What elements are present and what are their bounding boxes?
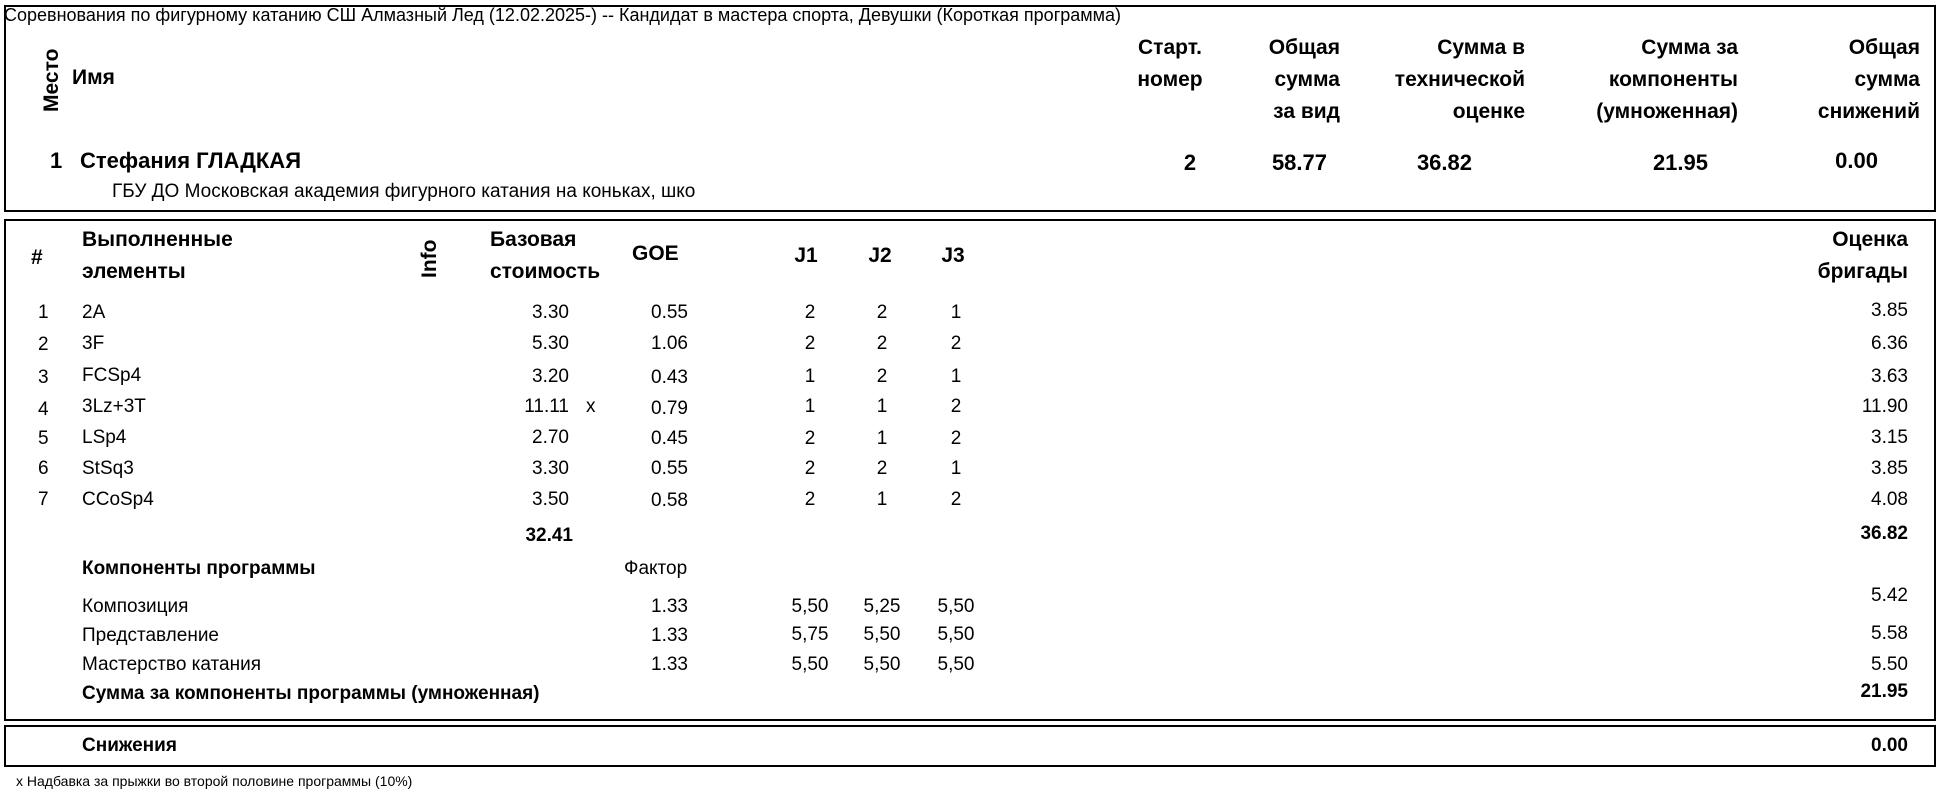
row-2-j1: 2 <box>804 333 816 354</box>
row-4-j3: 2 <box>950 396 962 417</box>
row-3-base: 3.20 <box>532 366 569 387</box>
page-title: Соревнования по фигурному катанию СШ Алмазный Лед (12.02.2025-) -- Кандидат в мастера спорта, Девушки (Короткая программа) <box>4 5 1122 25</box>
total-header <box>1200 32 1340 128</box>
row-1-goe: 0.55 <box>651 302 688 323</box>
component-2-factor: 1.33 <box>651 625 688 646</box>
row-5-base: 2.70 <box>532 427 569 448</box>
name-header: Имя <box>72 66 115 89</box>
row-5-j3: 2 <box>950 428 962 449</box>
row-6-j2: 2 <box>876 458 888 479</box>
row-5-element: LSp4 <box>82 427 127 448</box>
row-2-base: 5.30 <box>532 333 569 354</box>
row-6-score: 3.85 <box>1871 458 1908 479</box>
row-2-score: 6.36 <box>1871 333 1908 354</box>
skater-tes: 36.82 <box>1416 150 1472 175</box>
row-6-base: 3.30 <box>532 458 569 479</box>
component-1-j3: 5,50 <box>937 596 975 617</box>
component-2-j1: 5,75 <box>791 624 829 645</box>
component-1-j2: 5,25 <box>863 596 901 617</box>
total-header-l1: Общая <box>1268 36 1340 59</box>
pcs-header-l3: (умноженная) <box>1596 100 1738 123</box>
component-3-j3: 5,50 <box>937 654 975 675</box>
elements-header <box>82 224 233 288</box>
row-2-j3: 2 <box>950 333 962 354</box>
row-6-j1: 2 <box>804 458 816 479</box>
base-value-total: 32.41 <box>525 525 573 546</box>
row-7-score: 4.08 <box>1871 489 1908 510</box>
pcs-header-l2: компоненты <box>1608 68 1738 91</box>
deductions-header-l1: Общая <box>1848 36 1920 59</box>
row-1-j2: 2 <box>876 302 888 323</box>
row-4-score: 11.90 <box>1861 396 1908 417</box>
row-4-info: x <box>586 396 596 417</box>
row-7-j2: 1 <box>876 489 888 510</box>
start-header-l1: Старт. <box>1138 36 1202 59</box>
component-3-score: 5.50 <box>1871 654 1908 675</box>
row-1-j3: 1 <box>950 302 962 323</box>
j3-header: J3 <box>941 244 965 267</box>
row-2-j2: 2 <box>876 333 888 354</box>
row-3-element: FCSp4 <box>82 365 142 386</box>
skater-deductions: 0.00 <box>1835 148 1878 173</box>
footnote: x Надбавка за прыжки во второй половине программы (10%) <box>16 773 413 789</box>
panel-score-header-l1: Оценка <box>1832 228 1908 251</box>
components-title: Компоненты программы <box>82 558 316 579</box>
skater-start-number: 2 <box>1183 150 1197 175</box>
skater-pcs: 21.95 <box>1652 150 1708 175</box>
component-3-j2: 5,50 <box>863 654 901 675</box>
skater-club: ГБУ ДО Московская академия фигурного катания на коньках, шко <box>112 181 696 202</box>
row-1-j1: 2 <box>804 302 816 323</box>
row-1-element: 2A <box>82 302 106 323</box>
deductions-value: 0.00 <box>1871 735 1908 756</box>
num-header: # <box>31 246 43 269</box>
component-2-score: 5.58 <box>1871 623 1908 644</box>
pcs-header <box>1540 32 1738 128</box>
components-total: 21.95 <box>1860 681 1908 702</box>
component-2-j3: 5,50 <box>937 624 975 645</box>
row-1-base: 3.30 <box>532 302 569 323</box>
row-3-j2: 2 <box>876 366 888 387</box>
start-header-l2: номер <box>1137 68 1203 91</box>
total-header-l3: за вид <box>1273 100 1340 123</box>
base-value-header <box>490 224 600 288</box>
row-4-base: 11.11 <box>524 396 569 417</box>
row-2-num: 2 <box>38 334 49 355</box>
row-4-j2: 1 <box>876 396 888 417</box>
row-6-j3: 1 <box>950 458 962 479</box>
row-7-element: CCoSp4 <box>82 489 154 510</box>
component-2-j2: 5,50 <box>863 624 901 645</box>
base-value-header-l2: стоимость <box>490 260 601 283</box>
factor-header: Фактор <box>624 558 688 579</box>
row-1-num: 1 <box>38 302 49 323</box>
j1-header: J1 <box>794 244 818 267</box>
tes-header-l2: технической <box>1394 68 1525 91</box>
row-7-j1: 2 <box>804 489 816 510</box>
component-3-factor: 1.33 <box>651 654 688 675</box>
row-4-j1: 1 <box>804 396 816 417</box>
row-2-goe: 1.06 <box>651 333 688 354</box>
j2-header: J2 <box>868 244 892 267</box>
component-1-name: Композиция <box>82 596 189 617</box>
row-1-score: 3.85 <box>1871 300 1908 321</box>
row-5-num: 5 <box>38 428 49 449</box>
component-2-name: Представление <box>82 625 219 646</box>
row-2-element: 3F <box>82 333 105 354</box>
deductions-header-l2: сумма <box>1854 68 1920 91</box>
elements-score-total: 36.82 <box>1860 523 1908 544</box>
total-header-l2: сумма <box>1274 68 1340 91</box>
row-3-score: 3.63 <box>1871 366 1908 387</box>
elements-header-l2: элементы <box>82 260 186 283</box>
skater-name: Стефания ГЛАДКАЯ <box>80 148 302 173</box>
base-value-header-l1: Базовая <box>490 228 577 251</box>
deductions-label: Снижения <box>82 735 177 756</box>
panel-score-header-l2: бригады <box>1817 260 1908 283</box>
row-4-element: 3Lz+3T <box>82 396 146 417</box>
row-7-j3: 2 <box>950 489 962 510</box>
goe-header: GOE <box>632 242 679 265</box>
row-6-element: StSq3 <box>82 458 134 479</box>
row-3-num: 3 <box>38 367 49 388</box>
row-4-goe: 0.79 <box>651 398 688 419</box>
row-3-goe: 0.43 <box>651 367 688 388</box>
skater-total: 58.77 <box>1271 150 1327 175</box>
tes-header <box>1350 32 1525 128</box>
components-total-label: Сумма за компоненты программы (умноженная) <box>82 683 540 704</box>
deductions-header <box>1760 32 1920 128</box>
row-5-j2: 1 <box>876 428 888 449</box>
pcs-header-l1: Сумма за <box>1641 36 1738 59</box>
tes-header-l3: оценке <box>1452 100 1525 123</box>
deductions-box <box>4 725 1936 767</box>
tes-header-l1: Сумма в <box>1437 36 1525 59</box>
row-5-goe: 0.45 <box>651 428 688 449</box>
row-6-goe: 0.55 <box>651 458 688 479</box>
info-header: Info <box>418 239 441 278</box>
deductions-header-l3: снижений <box>1817 100 1920 123</box>
component-1-factor: 1.33 <box>651 596 688 617</box>
elements-header-l1: Выполненные <box>82 228 233 251</box>
row-3-j3: 1 <box>950 366 962 387</box>
component-3-name: Мастерство катания <box>82 654 261 675</box>
row-7-base: 3.50 <box>532 489 569 510</box>
panel-score-header <box>1760 224 1908 288</box>
row-7-num: 7 <box>38 489 49 510</box>
row-4-num: 4 <box>38 399 49 420</box>
row-7-goe: 0.58 <box>651 490 688 511</box>
row-5-score: 3.15 <box>1871 427 1908 448</box>
skater-place: 1 <box>50 148 63 173</box>
component-3-j1: 5,50 <box>791 654 829 675</box>
row-6-num: 6 <box>38 458 49 479</box>
component-1-score: 5.42 <box>1871 585 1908 606</box>
component-1-j1: 5,50 <box>791 596 829 617</box>
row-5-j1: 2 <box>804 428 816 449</box>
place-header: Место <box>40 48 63 112</box>
row-3-j1: 1 <box>804 366 816 387</box>
